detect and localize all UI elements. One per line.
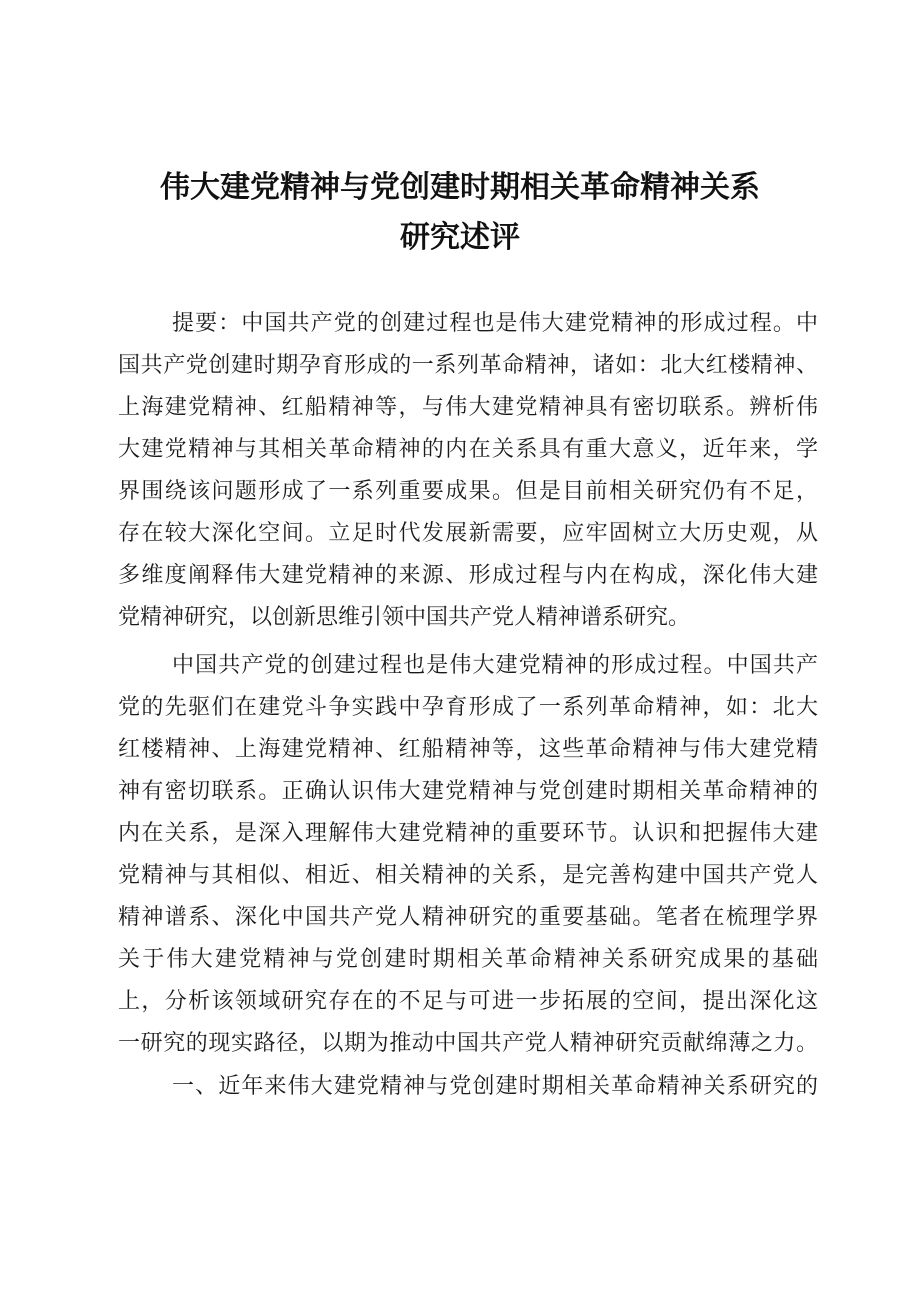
body-line: 神有密切联系。正确认识伟大建党精神与党创建时期相关革命精神的 [118,779,818,804]
body-line: 党的先驱们在建党斗争实践中孕育形成了一系列革命精神，如：北大 [118,695,818,720]
body-line: 精神谱系、深化中国共产党人精神研究的重要基础。笔者在梳理学界 [118,905,818,930]
body-line: 内在关系，是深入理解伟大建党精神的重要环节。认识和把握伟大建 [118,821,818,846]
body-line: 关于伟大建党精神与党创建时期相关革命精神关系研究成果的基础 [118,947,818,972]
abstract-line: 存在较大深化空间。立足时代发展新需要，应牢固树立大历史观，从 [118,521,818,546]
abstract-line: 党精神研究，以创新思维引领中国共产党人精神谱系研究。 [118,605,691,630]
body-line: 党精神与其相似、相近、相关精神的关系，是完善构建中国共产党人 [118,863,818,888]
abstract-line: 界围绕该问题形成了一系列重要成果。但是目前相关研究仍有不足， [118,479,818,504]
body-line: 中国共产党的创建过程也是伟大建党精神的形成过程。中国共产 [172,653,818,678]
page-title-line-2: 研究述评 [400,220,520,255]
abstract-line: 大建党精神与其相关革命精神的内在关系具有重大意义，近年来，学 [118,437,818,462]
section-heading: 一、近年来伟大建党精神与党创建时期相关革命精神关系研究的 [172,1074,818,1099]
abstract-line: 国共产党创建时期孕育形成的一系列革命精神，诸如：北大红楼精神、 [118,353,818,378]
abstract-line: 上海建党精神、红船精神等，与伟大建党精神具有密切联系。辨析伟 [118,395,818,420]
page-title-line-1: 伟大建党精神与党创建时期相关革命精神关系 [160,170,760,205]
abstract-line: 提要：中国共产党的创建过程也是伟大建党精神的形成过程。中 [172,311,818,336]
body-line: 红楼精神、上海建党精神、红船精神等，这些革命精神与伟大建党精 [118,737,818,762]
body-line: 上，分析该领域研究存在的不足与可进一步拓展的空间，提出深化这 [118,989,818,1014]
body-line: 一研究的现实路径，以期为推动中国共产党人精神研究贡献绵薄之力。 [118,1031,818,1056]
abstract-line: 多维度阐释伟大建党精神的来源、形成过程与内在构成，深化伟大建 [118,563,818,588]
